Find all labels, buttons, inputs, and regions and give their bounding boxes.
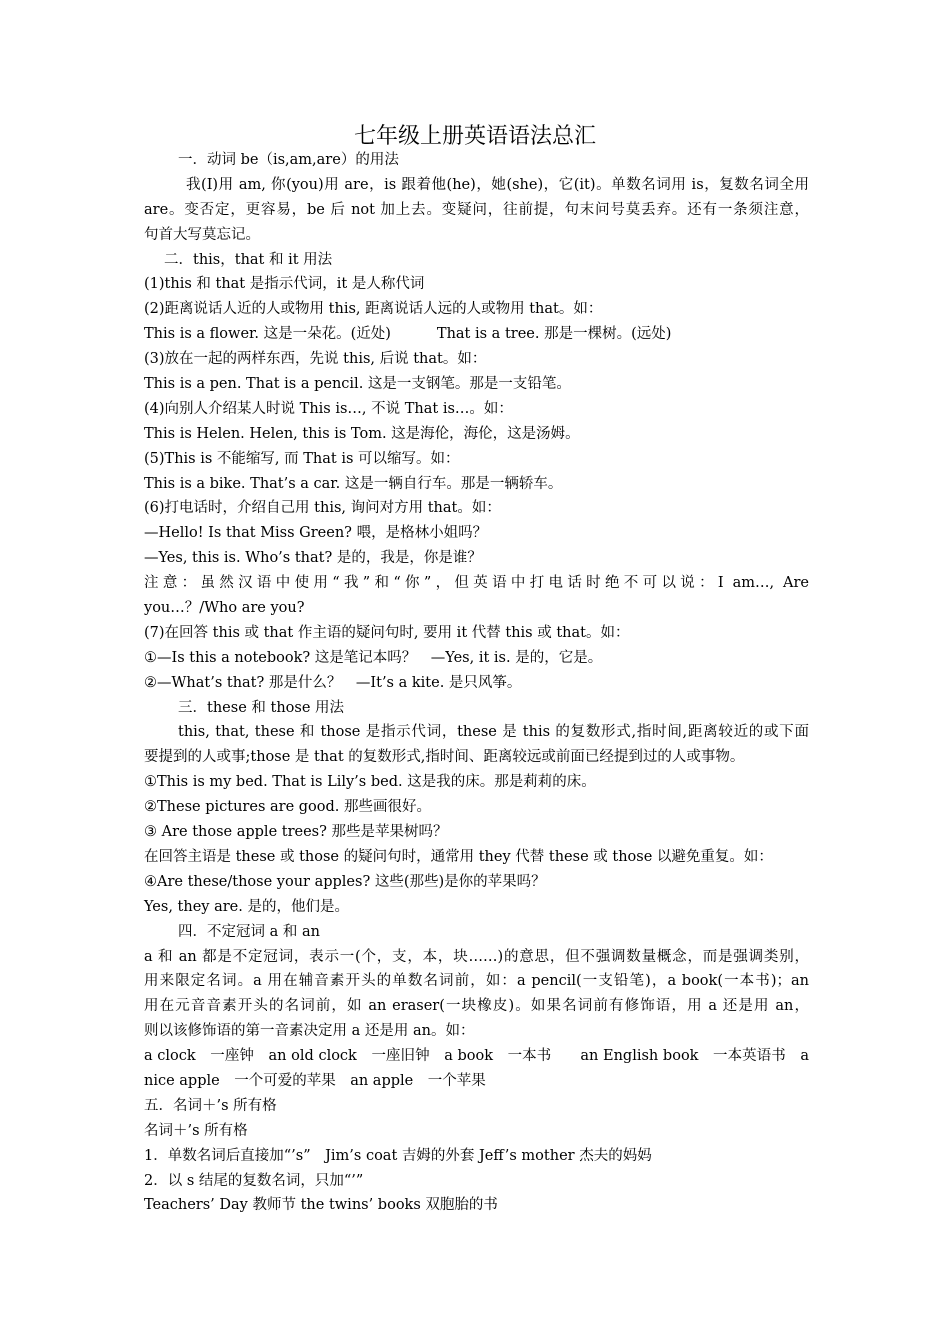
example-line: ①—Is this a notebook? 这是笔记本吗？ —Yes, it is. 是的，它是。: [144, 649, 603, 666]
example-near: This is a flower. 这是一朵花。(近处): [144, 326, 391, 343]
example-line: ③ Are those apple trees? 那些是苹果树吗？: [144, 824, 448, 841]
example-line: Teachers’ Day 教师节 the twins’ books 双胞胎的书: [144, 1197, 498, 1214]
paragraph-line: (7)在回答 this 或 that 作主语的疑问句时, 要用 it 代替 this 或 that。如：: [144, 624, 630, 641]
paragraph-line: 2．以 s 结尾的复数名词，只加“’”: [144, 1172, 364, 1189]
example-line: [144, 322, 809, 347]
example-line: a clock 一座钟 an old clock 一座旧钟 a book 一本书 an English book 一本英语书 a: [144, 1048, 809, 1065]
example-line: This is a bike. That’s a car. 这是一辆自行车。那是一辆轿车。: [144, 475, 563, 492]
section-heading-5: 五．名词＋’s 所有格: [144, 1097, 277, 1114]
example-line: Yes, they are. 是的，他们是。: [144, 898, 349, 915]
paragraph-line: 则以该修饰语的第一音素决定用 a 还是用 an。如：: [144, 1023, 475, 1040]
note-line: 注意：虽然汉语中使用“我”和“你”，但英语中打电话时绝不可以说：I am…, Are: [144, 575, 809, 592]
document-title: 七年级上册英语语法总汇: [353, 124, 596, 149]
paragraph-line: (1)this 和 that 是指示代词，it 是人称代词: [144, 276, 425, 293]
example-line: —Hello! Is that Miss Green? 喂，是格林小姐吗？: [144, 525, 488, 542]
paragraph-line: are。变否定，更容易，be 后 not 加上去。变疑问，往前提，句末问号莫丢弃。还有一条须注意，: [144, 201, 809, 218]
note-line: you…？/Who are you?: [144, 600, 305, 617]
example-line: This is Helen. Helen, this is Tom. 这是海伦，海伦，这是汤姆。: [144, 425, 580, 442]
paragraph-line: 用来限定名词。a 用在辅音素开头的单数名词前，如：a pencil(一支铅笔)，a book(一本书)；an: [144, 973, 809, 990]
section-heading-2: 二．this，that 和 it 用法: [164, 251, 333, 268]
section-heading-1: 一．动词 be（is,am,are）的用法: [178, 152, 399, 168]
paragraph-line: this, that, these 和 those 是指示代词，these 是 this 的复数形式,指时间,距离较近的或下面: [178, 724, 809, 741]
paragraph-line: (5)This is 不能缩写, 而 That is 可以缩写。如：: [144, 450, 460, 467]
example-line: This is a pen. That is a pencil. 这是一支钢笔。那是一支铅笔。: [144, 376, 571, 393]
example-line: ①This is my bed. That is Lily’s bed. 这是我的床。那是莉莉的床。: [144, 774, 596, 791]
paragraph-line: (3)放在一起的两样东西，先说 this, 后说 that。如：: [144, 351, 487, 368]
paragraph-line: 我(I)用 am, 你(you)用 are，is 跟着他(he)，她(she)，它(it)。单数名词用 is，复数名词全用: [186, 176, 809, 193]
paragraph-line: 要提到的人或事;those 是 that 的复数形式,指时间、距离较远或前面已经提到过的人或事物。: [144, 749, 745, 766]
example-far: That is a tree. 那是一棵树。(远处): [436, 326, 672, 343]
example-line: nice apple 一个可爱的苹果 an apple 一个苹果: [144, 1072, 486, 1089]
example-line: ④Are these/those your apples? 这些(那些)是你的苹果吗？: [144, 873, 546, 890]
paragraph-line: 在回答主语是 these 或 those 的疑问句时，通常用 they 代替 these 或 those 以避免重复。如：: [144, 848, 773, 865]
example-line: —Yes, this is. Who’s that? 是的，我是，你是谁？: [144, 550, 482, 567]
paragraph-line: (6)打电话时，介绍自己用 this, 询问对方用 that。如：: [144, 500, 501, 517]
document-body: [144, 148, 809, 1218]
paragraph-line: 用在元音音素开头的名词前，如 an eraser(一块橡皮)。如果名词前有修饰语，用 a 还是用 an，: [144, 998, 809, 1015]
section-heading-4: 四．不定冠词 a 和 an: [178, 923, 320, 940]
paragraph-line: (2)距离说话人近的人或物用 this, 距离说话人远的人或物用 that。如：: [144, 301, 603, 318]
section-heading-3: 三．these 和 those 用法: [178, 699, 345, 716]
example-line: ②—What’s that? 那是什么？ —It’s a kite. 是只风筝。: [144, 674, 522, 691]
paragraph-line: (4)向别人介绍某人时说 This is…, 不说 That is…。如：: [144, 400, 513, 417]
example-line: ②These pictures are good. 那些画很好。: [144, 799, 431, 816]
paragraph-line: 1．单数名词后直接加“’s” Jim’s coat 吉姆的外套 Jeff’s mother 杰夫的妈妈: [144, 1147, 652, 1164]
paragraph-line: 名词＋’s 所有格: [144, 1122, 248, 1139]
paragraph-line: 句首大写莫忘记。: [144, 226, 260, 243]
paragraph-line: a 和 an 都是不定冠词，表示一(个，支，本，块……)的意思，但不强调数量概念，而是强调类别，: [144, 948, 809, 965]
